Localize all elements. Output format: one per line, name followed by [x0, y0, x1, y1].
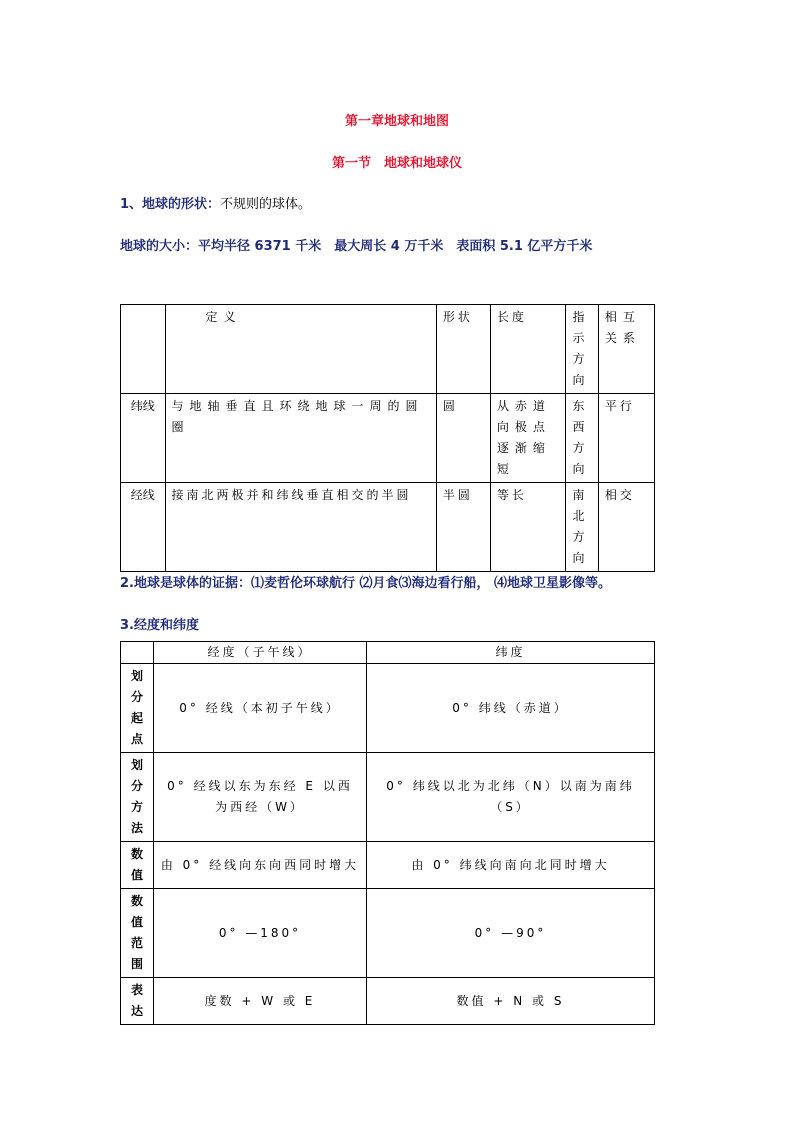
table-header-cell	[121, 305, 166, 394]
table-cell: 南北方向	[566, 483, 598, 572]
size-line	[120, 235, 592, 254]
table-row	[121, 664, 655, 753]
proof-line	[120, 572, 611, 591]
table-header-cell: 经度（子午线）	[154, 642, 367, 664]
table-header-cell: 长度	[490, 305, 566, 394]
table-header-cell: 形状	[436, 305, 490, 394]
table-row	[121, 842, 655, 889]
table-cell: 0° —90°	[367, 889, 655, 978]
shape-line	[120, 193, 311, 212]
table-cell: 数值	[121, 842, 154, 889]
proof-text: ⑴麦哲伦环球航行 ⑵月食⑶海边看行船， ⑷地球卫星影像等。	[250, 576, 612, 591]
table-row	[121, 394, 655, 483]
section-title: 第一节 地球和地球仪	[331, 156, 462, 171]
chapter-title: 第一章地球和地图	[344, 114, 449, 129]
shape-label: 1、地球的形状：	[120, 197, 221, 212]
table-cell: 划分起点	[121, 664, 154, 753]
table-cell: 0° 纬线（赤道）	[367, 664, 655, 753]
table-cell: 度数 + W 或 E	[154, 978, 367, 1025]
table-cell: 0° —180°	[154, 889, 367, 978]
lonlat-table-header	[121, 642, 655, 664]
table-cell: 由 0° 经线向东向西同时增大	[154, 842, 367, 889]
table-row	[121, 753, 655, 842]
table-header-cell: 定义	[165, 305, 436, 394]
table-cell: 表达	[121, 978, 154, 1025]
table-cell: 纬线	[121, 394, 166, 483]
table-cell: 0° 纬线以北为北纬（N）以南为南纬（S）	[367, 753, 655, 842]
proof-label: 2.地球是球体的证据：	[120, 576, 251, 591]
table-cell: 数值 + N 或 S	[367, 978, 655, 1025]
size-label: 地球的大小：	[120, 239, 199, 254]
table-header-cell	[121, 642, 154, 664]
table-cell: 由 0° 纬线向南向北同时增大	[367, 842, 655, 889]
table-cell: 半圆	[436, 483, 490, 572]
table-header-cell: 指示方向	[566, 305, 598, 394]
lonlat-table	[120, 641, 655, 1025]
table-cell: 0° 经线以东为东经 E 以西为西经（W）	[154, 753, 367, 842]
table-cell: 经线	[121, 483, 166, 572]
table-header-cell: 纬度	[367, 642, 655, 664]
lines-table-header	[121, 305, 655, 394]
size-text: 平均半径 6371 千米 最大周长 4 万千米 表面积 5.1 亿平方千米	[198, 239, 593, 254]
table-cell: 圆	[436, 394, 490, 483]
table-row	[121, 978, 655, 1025]
table-cell: 数值范围	[121, 889, 154, 978]
lines-table	[120, 304, 655, 572]
table-cell: 0° 经线（本初子午线）	[154, 664, 367, 753]
shape-text: 不规则的球体。	[220, 197, 312, 212]
table-row	[121, 483, 655, 572]
table-cell: 平行	[598, 394, 654, 483]
table-cell: 东西方向	[566, 394, 598, 483]
table-row	[121, 889, 655, 978]
table-header-cell: 相互关系	[598, 305, 654, 394]
table-cell: 相交	[598, 483, 654, 572]
table-cell: 接南北两极并和纬线垂直相交的半圆	[165, 483, 436, 572]
table-cell: 与地轴垂直且环绕地球一周的圆圈	[165, 394, 436, 483]
table-cell: 划分方法	[121, 753, 154, 842]
table-cell: 等长	[490, 483, 566, 572]
table-cell: 从赤道向极点逐渐缩短	[490, 394, 566, 483]
lonlat-heading: 3.经度和纬度	[120, 618, 199, 633]
